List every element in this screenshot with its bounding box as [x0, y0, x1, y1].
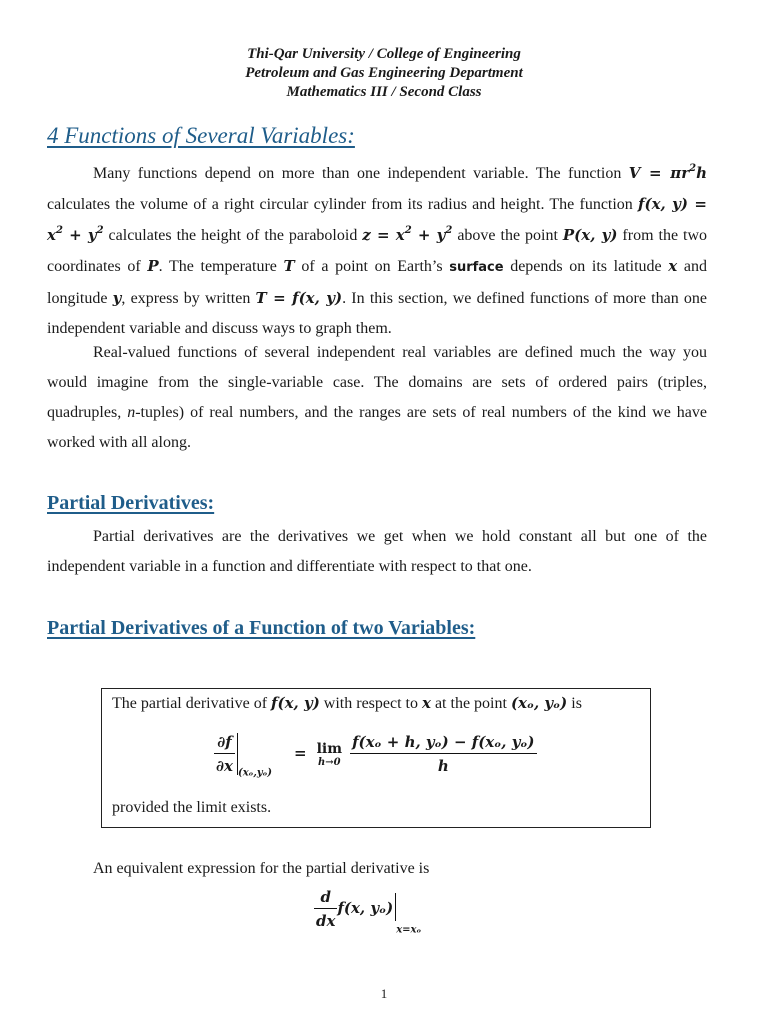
header-course: Mathematics III / Second Class: [286, 84, 482, 100]
definition-box: [101, 688, 651, 828]
definition-intro: The partial derivative of f(x, y) with respect to x at the point (xₒ, yₒ) is: [112, 694, 582, 712]
equation-function: f(x, $y) = x^2 + y^2$: [47, 195, 707, 244]
section-title: 4 Functions of Several Variables:: [47, 123, 355, 148]
partial-derivative-formula: $\frac{\partial f}{\partial x}$ $_{(x_o,y_o)}$ = lim h→0 $\frac{\text{f(xₒ + h, yₒ) − f(xₒ, yₒ)}}{h}$: [216, 733, 535, 779]
equation-paraboloid: $z = x^2 + y^2$: [362, 225, 453, 244]
header-university: Thi-Qar University / College of Engineering: [247, 46, 521, 62]
intro-paragraph-1: Many functions depend on more than one independent variable. The function $V = \pi r^2h$ calculates the volume of a right circular cylinder from its radius and height. The function f(x, $y) = x^2 + y^2$ calculates the height of the paraboloid $z = x^2 + y^2$ above the point P(x, y) from the two coordinates of P. The temperature T of a point on Earth’s surface depends on its latitude x and longitude y, express by written T = f(x, y). In this section, we defined functions of more than one independent variable and discuss ways to graph them.: [47, 163, 708, 337]
partial-derivatives-text: Partial derivatives are the derivatives we get when we hold constant all but one of the independent variable in a function and differentiate with respect to that one.: [47, 528, 707, 575]
page-number: 1: [380, 986, 388, 1001]
two-variables-heading: Partial Derivatives of a Function of two Variables:: [47, 617, 476, 639]
partial-derivatives-heading: Partial Derivatives:: [47, 492, 215, 514]
equivalent-text: An equivalent expression for the partial derivative is: [93, 860, 430, 877]
definition-closing: provided the limit exists.: [112, 799, 272, 816]
intro-paragraph-2: Real-valued functions of several independent real variables are defined much the way you would imagine from the single-variable case. The domains are sets of ordered pairs (triples, quadruples, n-tuples) of real numbers, and the ranges are sets of real numbers of the kind we have worked with all along.: [47, 344, 707, 451]
equation-volume: $V = \pi r^2h$: [628, 163, 707, 182]
header-department: Petroleum and Gas Engineering Department: [245, 65, 523, 81]
equivalent-formula: $\frac{d}{dx}$ f(x, $y_o)_{x=x_o}$: [316, 888, 422, 936]
